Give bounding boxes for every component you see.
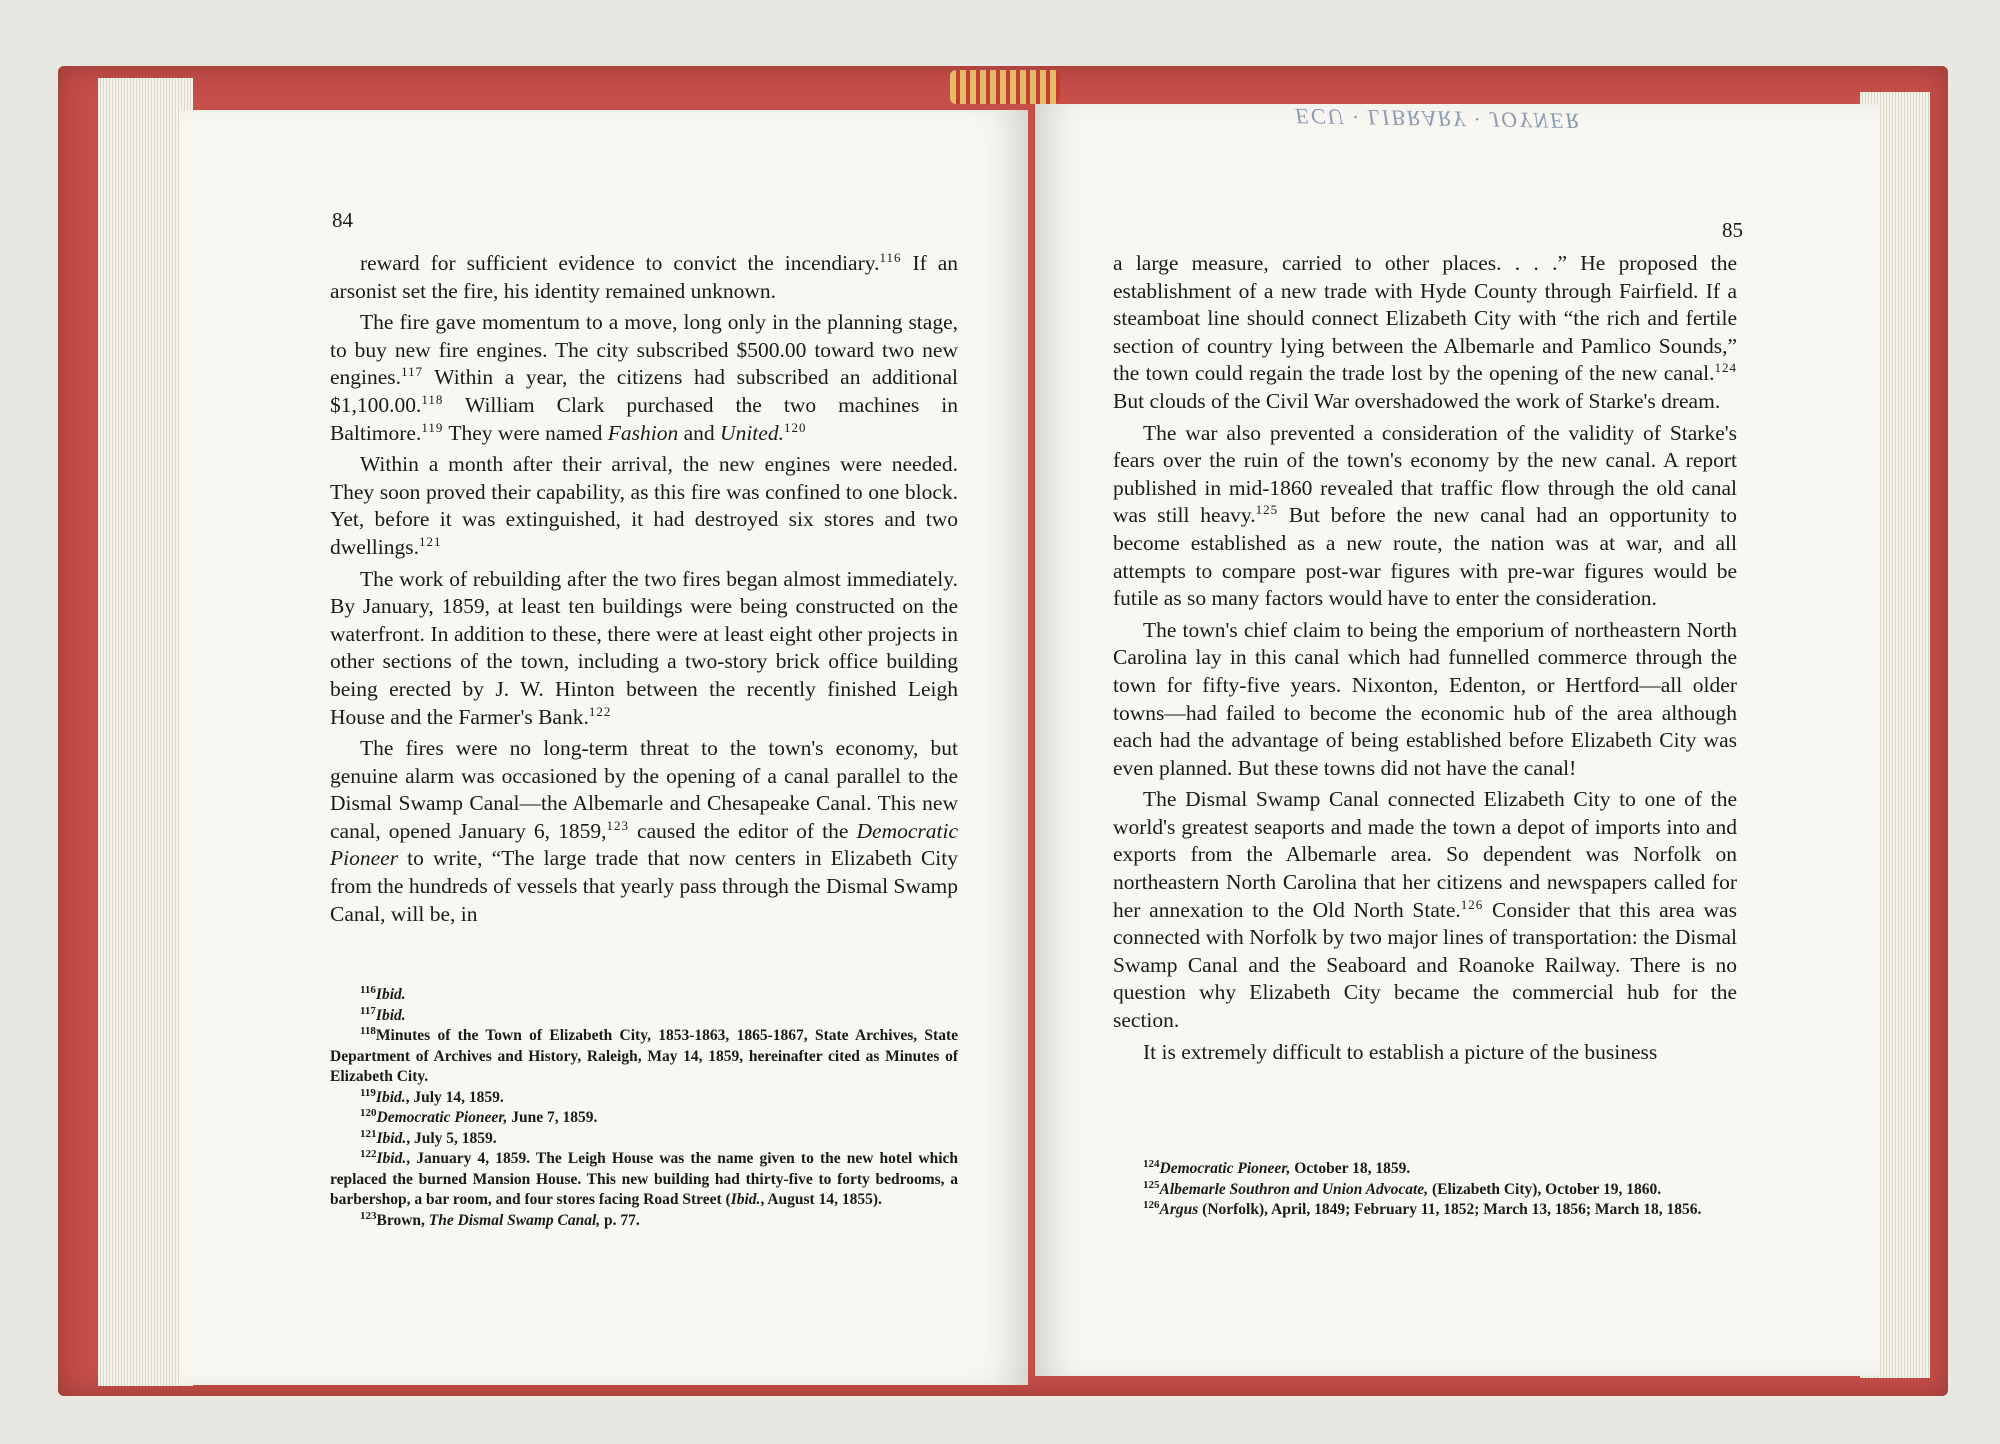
text-run: , July 5, 1859. — [406, 1129, 497, 1147]
paragraph — [330, 309, 958, 447]
text-run: If an arsonist set the fire, his identity remained unknown. — [330, 251, 958, 303]
text-run: The fires were no long-term threat to the town's economy, but genuine alarm was occasioned by the opening of a canal parallel to the Dismal Swamp Canal—the Albemarle and Chesapeake Canal. This new canal, opened January 6, 1859, — [330, 736, 958, 843]
footnote-marker: 122 — [360, 1147, 377, 1160]
text-run: It is extremely difficult to establish a picture of the business — [1143, 1039, 1658, 1064]
footnote — [330, 1006, 958, 1027]
footnote-indent — [330, 1027, 360, 1044]
italic-text: Fashion — [607, 420, 679, 445]
footnote-marker: 120 — [360, 1106, 377, 1119]
text-run: Brown, — [376, 1211, 429, 1229]
text-run: Consider that this area was connected with Norfolk by two major lines of transportation: the Dismal Swamp Canal and the Seaboard and Roanoke Railway. There is no question why Elizabeth City became the commercial hub for the section. — [1113, 897, 1737, 1033]
text-run: , August 14, 1855). — [760, 1191, 882, 1208]
text-run: The Dismal Swamp Canal connected Elizabeth City to one of the world's greatest seaports and made the town a depot of imports into and exports from the Albemarle area. So dependent was Norfolk on northeastern North Carolina that her citizens and newspapers called for her annexation to the Old North State. — [1113, 787, 1737, 922]
text-run: Within a year, the citizens had subscribed an additional $1,100.00. — [330, 365, 958, 417]
footnote-marker: 116 — [360, 983, 376, 996]
text-run: But clouds of the Civil War overshadowed the work of Starke's dream. — [1113, 388, 1721, 413]
italic-text: Ibid. — [375, 1006, 406, 1024]
footnote-marker: 124 — [1143, 1157, 1160, 1170]
footnote-marker: 118 — [360, 1024, 376, 1037]
italic-text: Ibid. — [375, 986, 406, 1003]
text-run: to write, “The large trade that now centers in Elizabeth City from the hundreds of vessels that yearly pass through the Dismal Swamp Canal, will be, in — [330, 846, 958, 926]
italic-text: Ibid. — [375, 1088, 406, 1106]
left-page — [180, 110, 1028, 1385]
text-run: (Elizabeth City), October 19, 1860. — [1428, 1180, 1662, 1198]
footnote-indent — [1113, 1181, 1143, 1198]
italic-text: Ibid. — [376, 1150, 407, 1167]
paragraph — [330, 250, 958, 305]
right-page-footnotes — [1113, 1159, 1739, 1221]
left-page-body — [330, 250, 958, 932]
footnote-indent — [1113, 1201, 1143, 1218]
footnote-marker: 125 — [1255, 502, 1279, 518]
text-run: October 18, 1859. — [1290, 1160, 1411, 1177]
text-run: The work of rebuilding after the two fires began almost immediately. By January, 1859, at least ten buildings were being constructed on the waterfront. In addition to these, there were at least eight other projects in other sections of the town, including a two-story brick office building being erected by J. W. Hinton between the recently finished Leigh House and the Farmer's Bank. — [330, 566, 958, 729]
left-page-edges — [98, 78, 193, 1386]
footnote-marker: 121 — [360, 1127, 377, 1140]
paragraph — [330, 566, 958, 732]
text-run: caused the editor of the — [628, 818, 857, 843]
paragraph — [330, 735, 958, 928]
footnote-indent — [330, 1089, 360, 1106]
footnote-marker: 125 — [1143, 1178, 1160, 1191]
footnote — [330, 1211, 958, 1232]
text-run: p. 77. — [600, 1211, 640, 1229]
footnote-marker: 117 — [360, 1004, 376, 1017]
paragraph — [1113, 420, 1737, 613]
footnote — [330, 1026, 958, 1088]
left-page-footnotes — [330, 985, 958, 1231]
text-run: But before the new canal had an opportunity to become established as a new route, the nation was at war, and all attempts to compare post-war figures with pre-war figures would be futile as so many factors would have to enter the consideration. — [1113, 503, 1737, 611]
footnote-marker: 121 — [418, 533, 442, 549]
text-run: , July 14, 1859. — [405, 1088, 504, 1106]
footnote-marker: 123 — [606, 817, 629, 833]
italic-text: Albemarle Southron and Union Advocate, — [1159, 1180, 1429, 1198]
footnote-marker: 117 — [401, 364, 424, 380]
footnote-marker: 119 — [421, 419, 444, 435]
footnote-indent — [330, 1212, 360, 1229]
footnote-indent — [1113, 1160, 1143, 1177]
footnote-indent — [330, 1150, 360, 1167]
footnote-marker: 120 — [783, 419, 807, 435]
paragraph — [1113, 786, 1737, 1034]
right-page-number: 85 — [1722, 218, 1743, 242]
right-page — [1035, 104, 1880, 1376]
text-run: and — [678, 420, 721, 445]
text-run: Within a month after their arrival, the new engines were needed. They soon proved their capability, as this fire was confined to one block. Yet, before it was extinguished, it had destroyed six stores and two dwellings. — [330, 452, 958, 559]
paragraph — [1113, 250, 1737, 416]
footnote-indent — [330, 1130, 360, 1147]
footnote — [330, 1129, 958, 1150]
footnote-marker: 124 — [1714, 360, 1737, 376]
footnote-indent — [330, 986, 360, 1003]
right-page-body — [1113, 250, 1737, 1070]
left-page-number: 84 — [332, 208, 353, 232]
footnote — [1113, 1200, 1739, 1221]
footnote-marker: 126 — [1143, 1198, 1160, 1211]
text-run: The fire gave momentum to a move, long only in the planning stage, to buy new fire engines. The city subscribed $500.00 toward two new engines. — [330, 310, 958, 390]
text-run: , January 4, 1859. The Leigh House was the name given to the new hotel which replaced the burned Mansion House. This new building had thirty-five to forty bedrooms, a barbershop, a bar room, and four stores facing Road Street ( — [330, 1150, 958, 1208]
footnote — [1113, 1180, 1739, 1201]
text-run: William Clark purchased the two machines in Baltimore. — [330, 392, 958, 445]
text-run: a large measure, carried to other places. . . .” He proposed the establishment of a new trade with Hyde County through Fairfield. If a steamboat line should connect Elizabeth City with “the rich and fertile section of country lying between the Albemarle and Pamlico Sounds,” the town could regain the trade lost by the opening of the new canal. — [1113, 251, 1737, 386]
paragraph — [1113, 1039, 1737, 1067]
footnote-marker: 122 — [588, 703, 612, 719]
footnote — [330, 1088, 958, 1109]
footnote-indent — [330, 1109, 360, 1126]
paragraph — [330, 451, 958, 561]
italic-text: Democratic Pioneer — [330, 818, 958, 871]
footnote-marker: 123 — [360, 1209, 377, 1222]
italic-text: United. — [720, 420, 784, 445]
italic-text: Ibid. — [730, 1191, 761, 1208]
text-run: Minutes of the Town of Elizabeth City, 1853-1863, 1865-1867, State Archives, State Department of Archives and History, Raleigh, May 14, 1859, hereinafter cited as Minutes of Elizabeth City. — [330, 1027, 958, 1085]
text-run: reward for sufficient evidence to convict the incendiary. — [360, 251, 880, 275]
spine-headband — [950, 70, 1060, 104]
text-run: (Norfolk), April, 1849; February 11, 1852; March 13, 1856; March 18, 1856. — [1198, 1201, 1702, 1218]
footnote-marker: 116 — [879, 249, 902, 265]
italic-text: Democratic Pioneer, — [376, 1109, 508, 1126]
footnote — [330, 1108, 958, 1129]
paragraph — [1113, 617, 1737, 783]
footnote-marker: 119 — [360, 1086, 376, 1099]
footnote-indent — [330, 1007, 360, 1024]
text-run: The town's chief claim to being the emporium of northeastern North Carolina lay in this canal which had funnelled commerce through the town for fifty-five years. Nixonton, Edenton, or Hertford—all older towns—had failed to become the economic hub of the area although each had the advantage of being established before Elizabeth City was even planned. But these towns did not have the canal! — [1113, 617, 1737, 780]
footnote — [330, 1149, 958, 1211]
italic-text: The Dismal Swamp Canal, — [428, 1211, 601, 1229]
footnote — [1113, 1159, 1739, 1180]
italic-text: Ibid. — [376, 1129, 407, 1147]
footnote-marker: 118 — [421, 391, 444, 407]
italic-text: Argus — [1159, 1201, 1199, 1218]
italic-text: Democratic Pioneer, — [1159, 1160, 1291, 1177]
footnote — [330, 985, 958, 1006]
text-run: June 7, 1859. — [507, 1109, 598, 1126]
text-run: The war also prevented a consideration of the validity of Starke's fears over the ruin of the town's economy by the new canal. A report published in mid-1860 revealed that traffic flow through the old canal was still heavy. — [1113, 420, 1737, 528]
text-run: They were named — [443, 420, 608, 445]
library-stamp: ECU · LIBRARY · JOYNER — [1294, 103, 1581, 134]
footnote-marker: 126 — [1460, 896, 1484, 912]
